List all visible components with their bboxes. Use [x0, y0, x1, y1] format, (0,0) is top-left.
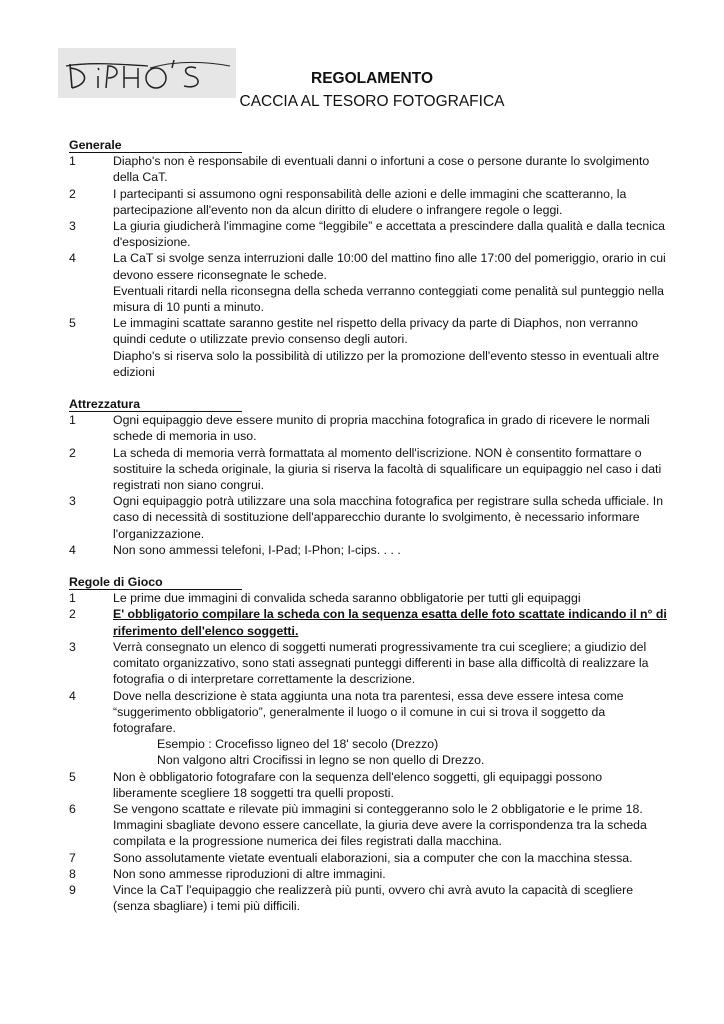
rule-paragraph: Dove nella descrizione è stata aggiunta una nota tra parentesi, essa deve essere intesa come “suggerimento obbligatorio”, generalmente il luogo o il comune in cui si trova il soggetto da fotografare.: [113, 688, 624, 735]
rule-text: [113, 250, 669, 315]
rule-text: [113, 688, 669, 769]
rule-paragraph: Ogni equipaggio deve essere munito di propria macchina fotografica in grado di ricevere le normali schede di memoria in uso.: [113, 413, 650, 444]
rule-paragraph: E' obbligatorio compilare la scheda con la sequenza esatta delle foto scattate indicando il n° di riferimento dell'elenco soggetti.: [113, 607, 667, 638]
rule-number: 4: [69, 251, 76, 266]
rule-number: 4: [69, 688, 76, 703]
rules-content: [69, 137, 669, 914]
rule-number: 1: [69, 154, 76, 169]
rule-paragraph: Eventuali ritardi nella riconsegna della scheda verranno conteggiati come penalità sul punteggio nella misura di 10 punti a minuto.: [113, 283, 664, 315]
rule-paragraph: Verrà consegnato un elenco di soggetti numerati progressivamente tra cui scegliere; a giudizio del comitato organizzativo, sono stati assegnati punteggi differenti in base alla difficoltà di realizzare la fotografia o di interpretare correttamente la descrizione.: [113, 639, 649, 687]
rule-number: 3: [69, 219, 76, 234]
rule-item: [69, 218, 669, 250]
rule-number: 1: [69, 413, 76, 428]
rule-item: [69, 850, 669, 866]
rule-text: [113, 882, 669, 914]
rule-item: [69, 315, 669, 380]
rule-number: 2: [69, 607, 76, 622]
page-title: REGOLAMENTO: [311, 70, 433, 87]
rule-number: 2: [69, 445, 76, 460]
rule-paragraph: Vince la CaT l'equipaggio che realizzerà più punti, ovvero chi avrà avuto la capacità di scegliere (senza sbagliare) i temi più difficili.: [113, 882, 634, 914]
rule-number: 5: [69, 769, 76, 784]
rule-item: [69, 866, 669, 882]
rule-text: [113, 801, 669, 850]
rule-text: [113, 866, 669, 882]
rule-text: [113, 412, 669, 444]
rule-text: [113, 218, 669, 250]
rule-number: 4: [69, 542, 76, 557]
rule-paragraph: La scheda di memoria verrà formattata al momento dell'iscrizione. NON è consentito formattare o sostituire la scheda originale, la giuria si riserva la facoltà di squalificare un equipaggio nel caso i dati registrati non siano congrui.: [113, 445, 662, 493]
rule-paragraph: Non sono ammesse riproduzioni di altre immagini.: [113, 866, 386, 881]
rule-paragraph: La giuria giudicherà l'immagine come “leggibile” e accettata a prescindere dalla qualità e dalla tecnica d'esposizione.: [113, 219, 665, 250]
rule-item: [69, 153, 669, 185]
rule-number: 2: [69, 186, 76, 201]
rule-text: [113, 445, 669, 494]
rule-paragraph: I partecipanti si assumono ogni responsabilità delle azioni e delle immagini che scatteranno, la partecipazione all'evento non da alcun diritto di eludere o infrangere regole o leggi.: [113, 186, 627, 217]
rule-number: 1: [69, 591, 76, 606]
rule-text: [113, 153, 669, 185]
section-regole-di-gioco: [69, 574, 669, 914]
section-title: Attrezzatura: [69, 397, 242, 412]
rule-number: 8: [69, 866, 76, 881]
rule-item: [69, 250, 669, 315]
rule-example: Esempio : Crocefisso ligneo del 18' secolo (Drezzo): [157, 737, 439, 752]
rule-item: [69, 186, 669, 218]
rule-paragraph: Le immagini scattate saranno gestite nel rispetto della privacy da parte di Diaphos, non verranno quindi cedute o utilizzate previo consenso degli autori.: [113, 316, 638, 347]
section-title: Regole di Gioco: [69, 575, 242, 590]
rule-text: [113, 315, 669, 380]
rule-item: [69, 639, 669, 688]
rule-paragraph: Ogni equipaggio potrà utilizzare una sola macchina fotografica per registrare sulla scheda ufficiale. In caso di necessità di sostituzione dell'apparecchio durante lo svolgimento, è necessario informare l'organizzazione.: [113, 494, 664, 541]
rule-text: [113, 850, 669, 866]
rule-text: [113, 186, 669, 218]
page-subtitle: CACCIA AL TESORO FOTOGRAFICA: [239, 93, 505, 110]
rule-number: 6: [69, 801, 76, 816]
rule-item: [69, 590, 669, 606]
rule-paragraph: Diapho's non è responsabile di eventuali danni o infortuni a cose o persone durante lo svolgimento della CaT.: [113, 154, 650, 185]
rule-number: 3: [69, 639, 76, 654]
section-attrezzatura: [69, 396, 669, 558]
rule-number: 9: [69, 882, 76, 897]
rule-item: [69, 769, 669, 801]
section-generale: [69, 137, 669, 380]
rule-paragraph: Le prime due immagini di convalida scheda saranno obbligatorie per tutti gli equipaggi: [113, 591, 581, 606]
rule-item: [69, 882, 669, 914]
rule-item: [69, 542, 669, 558]
rule-paragraph: Non è obbligatorio fotografare con la sequenza dell'elenco soggetti, gli equipaggi possono liberamente scegliere 18 soggetti tra quelli proposti.: [113, 769, 603, 800]
rule-paragraph: Diapho's si riserva solo la possibilità di utilizzo per la promozione dell'evento stesso in eventuali altre edizioni: [113, 348, 660, 379]
rule-item: [69, 688, 669, 769]
rule-item: [69, 412, 669, 444]
rule-paragraph: Non sono ammessi telefoni, I-Pad; I-Phon; I-cips. . . .: [113, 542, 401, 557]
rule-text: [113, 606, 669, 638]
rule-paragraph: Sono assolutamente vietate eventuali elaborazioni, sia a computer che con la macchina stessa.: [113, 850, 633, 865]
rule-example: Non valgono altri Crocifissi in legno se non quello di Drezzo.: [157, 753, 485, 768]
rule-item: [69, 445, 669, 494]
rule-text: [113, 493, 669, 542]
rule-item: [69, 801, 669, 850]
rule-text: [113, 639, 669, 688]
rule-text: [113, 542, 669, 558]
rule-number: 3: [69, 494, 76, 509]
rule-item: [69, 493, 669, 542]
rule-number: 5: [69, 316, 76, 331]
rule-paragraph: Se vengono scattate e rilevate più immagini si conteggeranno solo le 2 obbligatorie e le prime 18. Immagini sbagliate devono essere cancellate, la giuria deve avere la corrispondenza tra la scheda compilata e la progressione numerica dei files registrati dalla macchina.: [113, 801, 647, 849]
rule-paragraph: La CaT si svolge senza interruzioni dalle 10:00 del mattino fino alle 17:00 del pomeriggio, orario in cui devono essere riconsegnate le schede.: [113, 251, 666, 282]
rule-text: [113, 590, 669, 606]
section-title: Generale: [69, 138, 242, 153]
rule-item: [69, 606, 669, 638]
rule-number: 7: [69, 850, 76, 865]
rule-text: [113, 769, 669, 801]
